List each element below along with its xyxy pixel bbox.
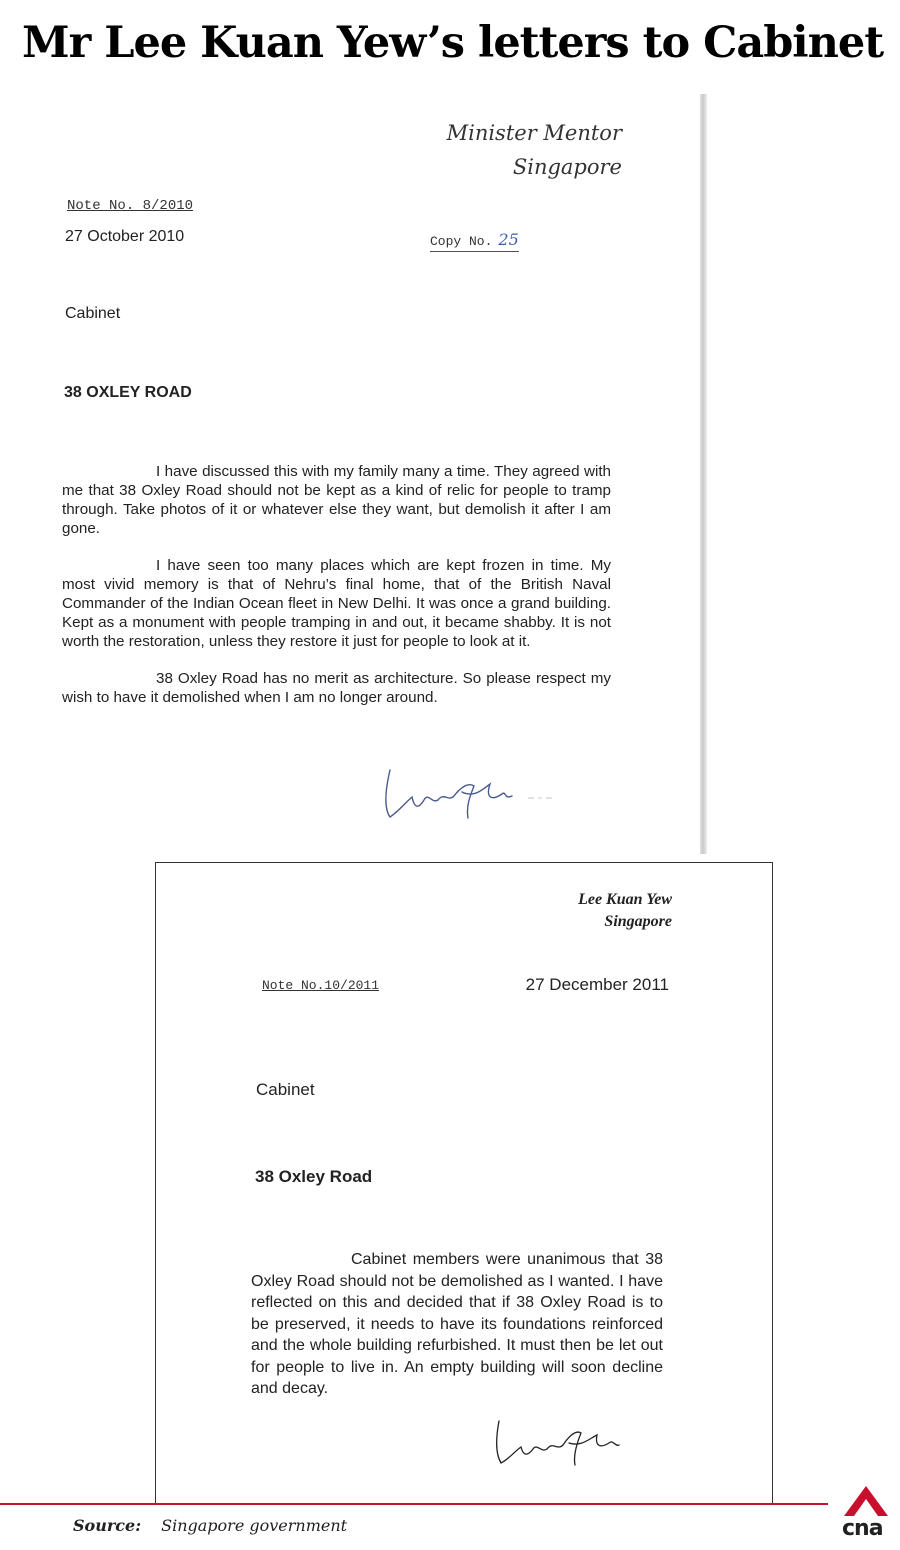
addressee: Cabinet	[65, 305, 121, 322]
copy-label: Copy No.	[430, 234, 493, 249]
note-number: Note No. 8/2010	[67, 198, 194, 214]
paragraph: 38 Oxley Road has no merit as architecture. So please respect my wish to have it demolished when I am no longer around.	[62, 670, 611, 706]
letter-body	[251, 1249, 663, 1400]
subject: 38 OXLEY ROAD	[64, 384, 192, 401]
note-number: Note No.10/2011	[262, 978, 380, 993]
subject: 38 Oxley Road	[255, 1167, 373, 1186]
copy-number-field	[430, 230, 519, 252]
footer-divider	[0, 1503, 828, 1505]
source-label: Source:	[73, 1516, 142, 1535]
source-credit	[73, 1516, 347, 1535]
letterhead	[447, 116, 622, 184]
paragraph: I have discussed this with my family many a time. They agreed with me that 38 Oxley Road should not be kept as a kind of relic for people to tramp through. Take photos of it or whatever else they want, but demolish it after I am gone.	[62, 463, 611, 537]
letterhead	[578, 889, 672, 933]
cna-logo-text: cna	[842, 1516, 883, 1541]
letterhead-place: Singapore	[512, 155, 622, 179]
letterhead-title: Minister Mentor	[446, 121, 622, 145]
copy-number: 25	[498, 230, 519, 249]
page-title: Mr Lee Kuan Yew’s letters to Cabinet	[22, 18, 884, 68]
cna-logo-icon	[840, 1484, 892, 1518]
paragraph: Cabinet members were unanimous that 38 Oxley Road should not be demolished as I wanted. I have reflected on this and decided that if 38 Oxley Road is to be preserved, it needs to have its foundations reinforced and the whole building refurbished. It must then be let out for people to live in. An empty building will soon decline and decay.	[251, 1251, 663, 1397]
signature-image	[491, 1415, 631, 1475]
letter-2010	[0, 90, 712, 855]
letter-date: 27 December 2011	[525, 975, 669, 994]
signature-image	[378, 762, 578, 832]
letter-body	[62, 462, 611, 725]
page-edge	[700, 94, 707, 854]
paragraph: I have seen too many places which are kept frozen in time. My most vivid memory is that of Nehru’s final home, that of the British Naval Commander of the Indian Ocean fleet in New Delhi. It was once a grand building. Kept as a monument with people tramping in and out, it became shabby. It is not worth the restoration, unless they restore it just for people to look at it.	[62, 557, 611, 650]
letterhead-place: Singapore	[604, 913, 672, 930]
source-value: Singapore government	[161, 1516, 348, 1535]
letter-2011	[155, 862, 773, 1503]
letter-date: 27 October 2010	[65, 228, 185, 245]
letterhead-title: Lee Kuan Yew	[578, 891, 672, 908]
addressee: Cabinet	[256, 1080, 315, 1099]
cna-logo	[840, 1484, 892, 1544]
